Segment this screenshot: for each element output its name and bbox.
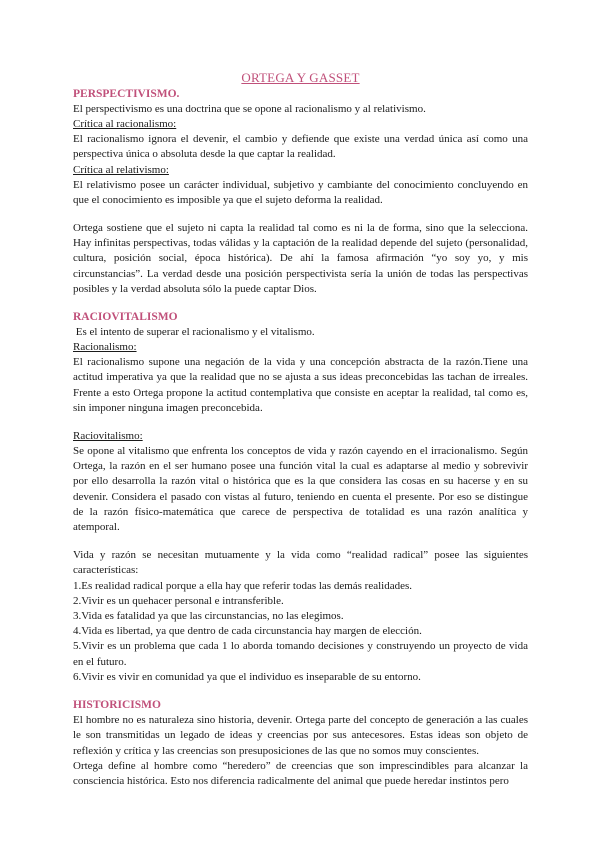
paragraph: El racionalismo supone una negación de la vida y una concepción abstracta de la razón.Tiene una actitud imperativa ya que la realidad que no se ajusta a sus ideas preconcebidas las tachan de irreales. Frente a esto Ortega propone la actitud contemplativa que consiste en aceptar la realidad, tal como es, sin imponer ninguna imagen preconcebida. — [73, 356, 528, 414]
list-item: 2.Vivir es un quehacer personal e intransferible. — [73, 594, 284, 607]
section-heading: PERSPECTIVISMO. — [73, 88, 180, 100]
paragraph: Se opone al vitalismo que enfrenta los conceptos de vida y razón cayendo en el irracionalismo. Según Ortega, la razón en el ser humano posee una función vital la cual es adaptarse al medio y sobrevivir por ello desarrolla la razón vital o histórica que es la que considera las cosas en su hacerse y en su devenir. Considera el pasado con vistas al futuro, teniendo en cuenta el presente. Por eso se distingue de la razón físico-matemática que carece de perspectiva de totalidad es una razón analítica y atemporal. — [73, 445, 528, 534]
paragraph: Es el intento de superar el racionalismo y el vitalismo. — [73, 326, 315, 339]
paragraph: El perspectivismo es una doctrina que se opone al racionalismo y al relativismo. — [73, 103, 426, 115]
section-raciovitalismo — [73, 310, 528, 685]
section-heading: HISTORICISMO — [73, 699, 161, 712]
paragraph: El hombre no es naturaleza sino historia, devenir. Ortega parte del concepto de generación a las cuales le son transmitidas un legado de ideas y creencias por sus antecesores. Estas ideas son objeto de reflexión y crítica y las creencias son presuposiciones de las que no somos muy conscientes. — [73, 714, 528, 757]
section-heading: RACIOVITALISMO — [73, 311, 178, 324]
subheading: Raciovitalismo: — [73, 430, 143, 443]
paragraph: Ortega define al hombre como “heredero” de creencias que son imprescindibles para alcanzar la consciencia histórica. Esto nos diferencia radicalmente del animal que puede heredar instintos pero — [73, 759, 528, 787]
subheading: Racionalismo: — [73, 341, 137, 354]
list-item: 6.Vivir es vivir en comunidad ya que el individuo es inseparable de su entorno. — [73, 670, 421, 683]
paragraph: El relativismo posee un carácter individual, subjetivo y cambiante del conocimiento concluyendo en que el conocimiento es imposible ya que el sujeto deforma la realidad. — [73, 178, 528, 206]
subheading: Crítica al racionalismo: — [73, 118, 177, 131]
caracteristicas-list — [73, 579, 528, 685]
list-item: 4.Vida es libertad, ya que dentro de cada circunstancia hay margen de elección. — [73, 625, 422, 638]
list-item: 1.Es realidad radical porque a ella hay que referir todas las demás realidades. — [73, 579, 413, 592]
document-title: ORTEGA Y GASSET — [241, 70, 360, 85]
paragraph: Vida y razón se necesitan mutuamente y la vida como “realidad radical” posee las siguientes características: — [73, 549, 528, 577]
paragraph: El racionalismo ignora el devenir, el cambio y defiende que existe una verdad única así como una perspectiva única o absoluta desde la que captar la realidad. — [73, 133, 528, 161]
list-item: 3.Vida es fatalidad ya que las circunstancias, no las elegimos. — [73, 610, 344, 623]
subheading: Crítica al relativismo: — [73, 163, 169, 176]
list-item: 5.Vivir es un problema que cada 1 lo aborda tomando decisiones y construyendo un proyecto de vida en el futuro. — [73, 640, 528, 668]
section-historicismo — [73, 698, 528, 789]
section-perspectivismo — [73, 87, 528, 297]
paragraph: Ortega sostiene que el sujeto ni capta la realidad tal como es ni la de forma, sino que la selecciona. Hay infinitas perspectivas, todas válidas y la captación de la realidad depende del sujeto (personalidad, cultura, posición social, época histórica). De ahí la famosa afirmación “yo soy yo, y mis circunstancias”. La verdad desde una posición perspectivista sería la unión de todas las perspectivas posibles y la verdad absoluta sólo la puede captar Dios. — [73, 222, 528, 295]
